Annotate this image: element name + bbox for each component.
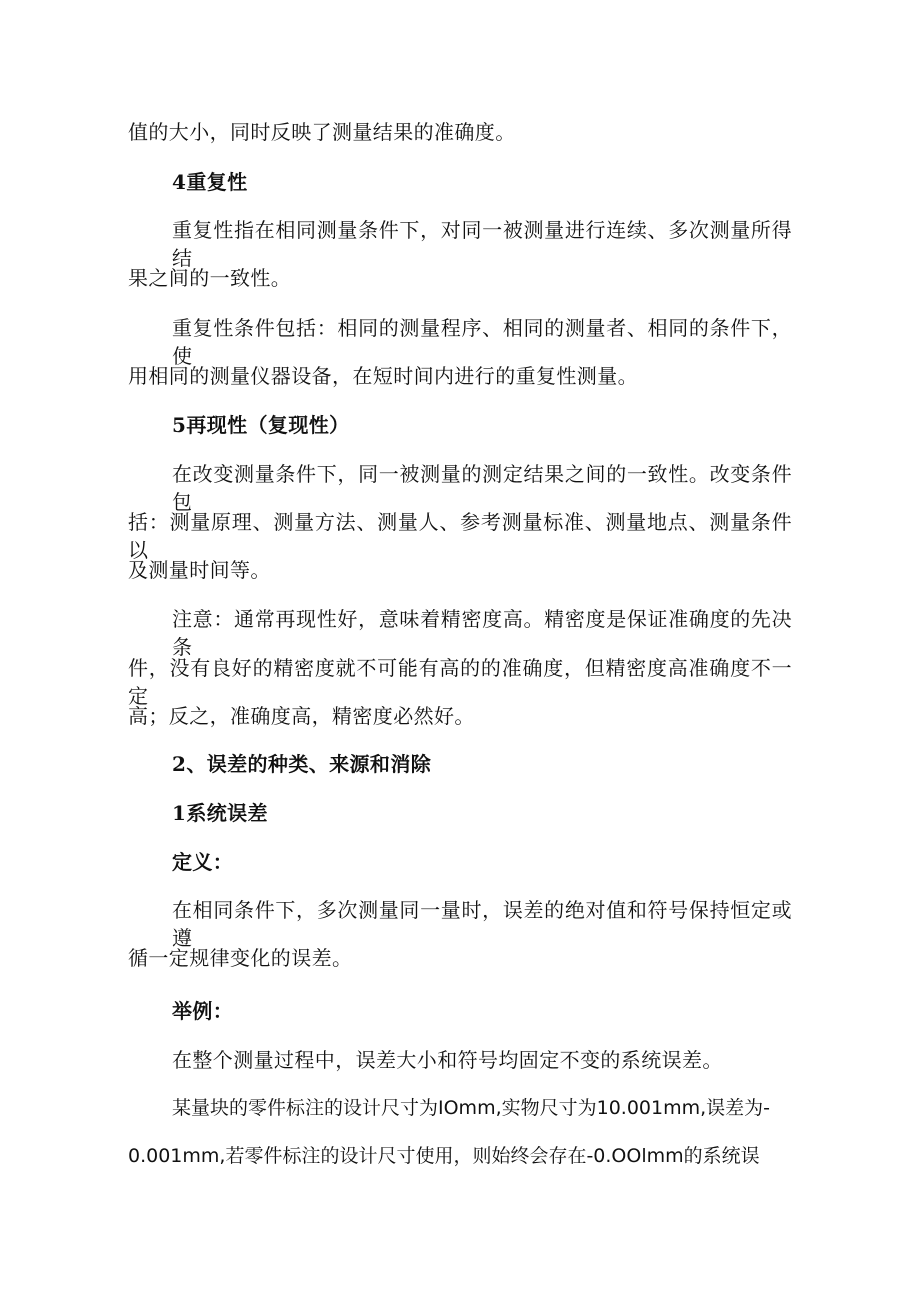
paragraph-line: 括：测量原理、测量方法、测量人、参考测量标准、测量地点、测量条件以 — [128, 510, 792, 562]
paragraph-line: 某量块的零件标注的设计尺寸为IOmm,实物尺寸为10.001mm,误差为- — [172, 1097, 771, 1119]
paragraph-line: 件，没有良好的精密度就不可能有高的的准确度，但精密度高准确度不一定 — [128, 656, 792, 708]
paragraph-line: 果之间的一致性。 — [128, 266, 292, 290]
section-heading-repeatability: 4重复性 — [172, 170, 248, 194]
paragraph-line: 在相同条件下，多次测量同一量时，误差的绝对值和符号保持恒定或遵 — [172, 898, 792, 950]
section-heading-error-types: 2、误差的种类、来源和消除 — [172, 752, 432, 776]
paragraph-line: 循一定规律变化的误差。 — [128, 946, 353, 970]
paragraph-line: 0.001mm,若零件标注的设计尺寸使用，则始终会存在-0.OOlmm的系统误 — [128, 1145, 760, 1167]
section-heading-systematic-error: 1系统误差 — [172, 801, 268, 825]
section-heading-reproducibility: 5再现性（复现性） — [172, 413, 350, 437]
paragraph-line: 高；反之，准确度高，精密度必然好。 — [128, 704, 475, 728]
paragraph-line: 在整个测量过程中，误差大小和符号均固定不变的系统误差。 — [172, 1048, 723, 1072]
paragraph-line: 注意：通常再现性好，意味着精密度高。精密度是保证准确度的先决条 — [172, 607, 792, 659]
paragraph-line: 及测量时间等。 — [128, 558, 271, 582]
paragraph-line: 重复性指在相同测量条件下，对同一被测量进行连续、多次测量所得结 — [172, 218, 792, 270]
paragraph-line: 重复性条件包括：相同的测量程序、相同的测量者、相同的条件下，使 — [172, 316, 792, 368]
paragraph-line: 值的大小，同时反映了测量结果的准确度。 — [128, 120, 516, 144]
paragraph-line: 用相同的测量仪器设备，在短时间内进行的重复性测量。 — [128, 364, 638, 388]
paragraph-line: 在改变测量条件下，同一被测量的测定结果之间的一致性。改变条件包 — [172, 462, 792, 514]
example-label: 举例： — [172, 999, 234, 1023]
definition-label: 定义： — [172, 850, 234, 874]
